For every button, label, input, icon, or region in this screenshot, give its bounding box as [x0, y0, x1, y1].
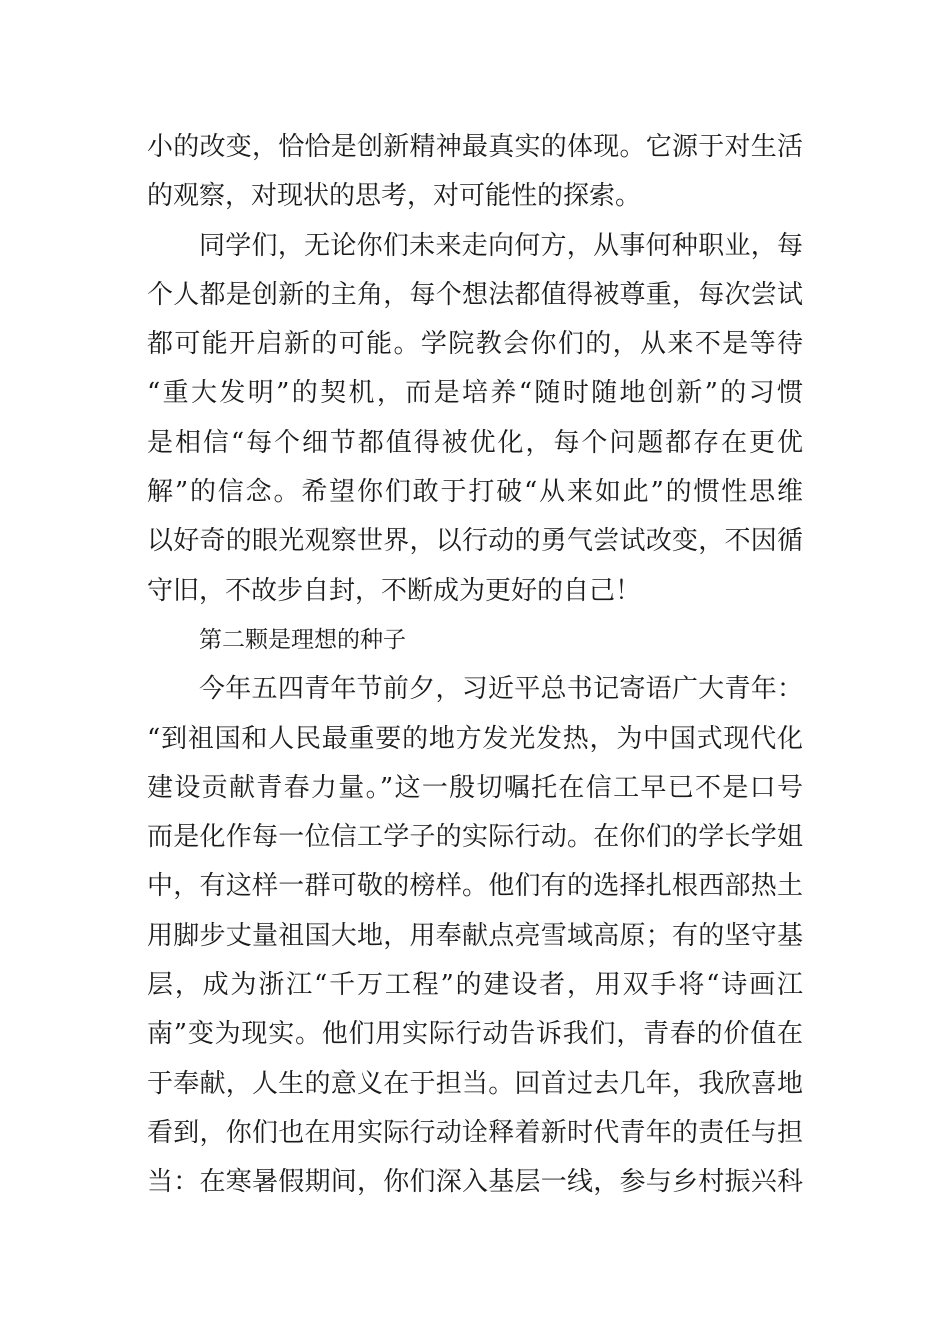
text-line: “重大发明”的契机，而是培养“随时随地创新”的习惯	[147, 378, 803, 409]
text-line: 今年五四青年节前夕，习近平总书记寄语广大青年：	[199, 674, 803, 705]
text-line: 都可能开启新的可能。学院教会你们的，从来不是等待	[147, 329, 803, 360]
text-line: 以好奇的眼光观察世界，以行动的勇气尝试改变，不因循	[147, 526, 803, 557]
text-line: 建设贡献青春力量。”这一殷切嘱托在信工早已不是口号	[147, 772, 803, 803]
text-line: 中，有这样一群可敬的榜样。他们有的选择扎根西部热土	[147, 871, 803, 902]
text-line: “到祖国和人民最重要的地方发光发热，为中国式现代化	[147, 723, 803, 754]
text-line: 是相信“每个细节都值得被优化，每个问题都存在更优	[147, 427, 803, 458]
text-line: 于奉献，人生的意义在于担当。回首过去几年，我欣喜地	[147, 1068, 803, 1099]
text-line: 解”的信念。希望你们敢于打破“从来如此”的惯性思维	[147, 477, 803, 508]
text-line: 的观察，对现状的思考，对可能性的探索。	[147, 181, 642, 212]
text-line: 而是化作每一位信工学子的实际行动。在你们的学长学姐	[147, 822, 803, 853]
text-line: 守旧，不故步自封，不断成为更好的自己！	[147, 575, 642, 606]
document-body	[147, 123, 803, 1208]
text-line: 小的改变，恰恰是创新精神最真实的体现。它源于对生活	[147, 132, 803, 162]
text-line: 同学们，无论你们未来走向何方，从事何种职业，每	[199, 230, 803, 261]
text-line: 用脚步丈量祖国大地，用奉献点亮雪域高原；有的坚守基	[147, 920, 803, 951]
text-line: 层，成为浙江“千万工程”的建设者，用双手将“诗画江	[147, 970, 803, 1001]
text-line: 个人都是创新的主角，每个想法都值得被尊重，每次尝试	[147, 279, 803, 310]
text-line: 当：在寒暑假期间，你们深入基层一线，参与乡村振兴科	[147, 1167, 803, 1198]
text-line: 看到，你们也在用实际行动诠释着新时代青年的责任与担	[147, 1117, 803, 1148]
text-line: 南”变为现实。他们用实际行动告诉我们，青春的价值在	[147, 1019, 803, 1050]
section-heading: 第二颗是理想的种子	[199, 626, 406, 653]
